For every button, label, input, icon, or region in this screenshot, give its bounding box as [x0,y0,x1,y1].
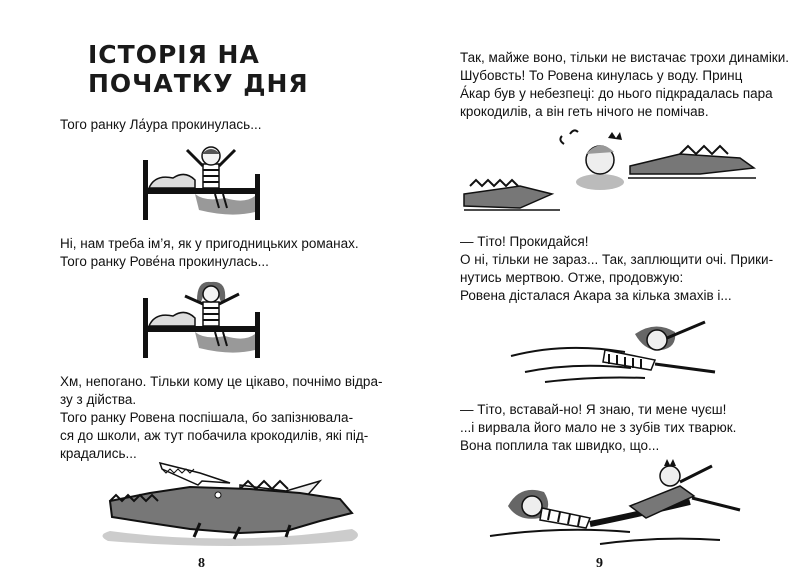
left-paragraph-3-line-4: ся до школи, аж тут побачила крокодилів, які під- [60,428,369,443]
right-paragraph-3-line-2: ...і вирвала його мало не з зубів тих тварюк. [460,420,737,435]
girl-waking-in-bed-illustration-1 [135,140,275,222]
left-paragraph-3-line-1: Хм, непогано. Тільки кому це цікаво, почнімо відра- [60,374,383,389]
chapter-title: ІСТОРІЯ НА ПОЧАТКУ ДНЯ [88,40,309,98]
crocodiles-illustration [90,455,370,550]
left-paragraph-2-line-2: Того ранку Рове́на прокинулась... [60,254,269,269]
left-paragraph-3-line-2: зу з дійства. [60,392,137,407]
right-paragraph-1-line-1: Так, майже воно, тільки не вистачає трохи динаміки. [460,50,790,65]
right-paragraph-1-line-3: А́кар був у небезпеці: до нього підкрадалась пара [460,86,773,101]
right-page [400,0,800,586]
left-paragraph-2-line-1: Ні, нам треба ім’я, як у пригодницьких романах. [60,236,359,251]
right-paragraph-2-line-3: нутись мертвою. Отже, продовжую: [460,270,684,285]
right-paragraph-3-line-1: — Тіто, вставай-но! Я знаю, ти мене чуєш! [460,402,727,417]
girl-waking-in-bed-illustration-2 [135,278,275,360]
left-paragraph-3-line-3: Того ранку Ровена поспішала, бо запізнювала- [60,410,354,425]
right-paragraph-3-line-3: Вона поплила так швидко, що... [460,438,660,453]
right-paragraph-2-line-2: О ні, тільки не зараз... Так, заплющити очі. Прики- [460,252,774,267]
girl-rescuing-prince-illustration [480,456,760,551]
left-paragraph-1: Того ранку Ла́ура прокинулась... [60,117,262,132]
right-paragraph-1-line-2: Шубовсть! То Ровена кинулась у воду. Принц [460,68,743,83]
right-paragraph-2-line-1: — Тіто! Прокидайся! [460,234,589,249]
prince-in-water-illustration [460,124,760,219]
right-paragraph-1-line-4: крокодилів, а він геть нічого не помічав. [460,104,709,119]
page-number-right: 9 [596,556,603,571]
left-paragraph-3-line-5: крадались... [60,446,137,461]
girl-swimming-illustration [505,312,725,392]
right-paragraph-2-line-4: Ровена дісталася Акара за кілька змахів і... [460,288,732,303]
page-number-left: 8 [198,556,205,571]
